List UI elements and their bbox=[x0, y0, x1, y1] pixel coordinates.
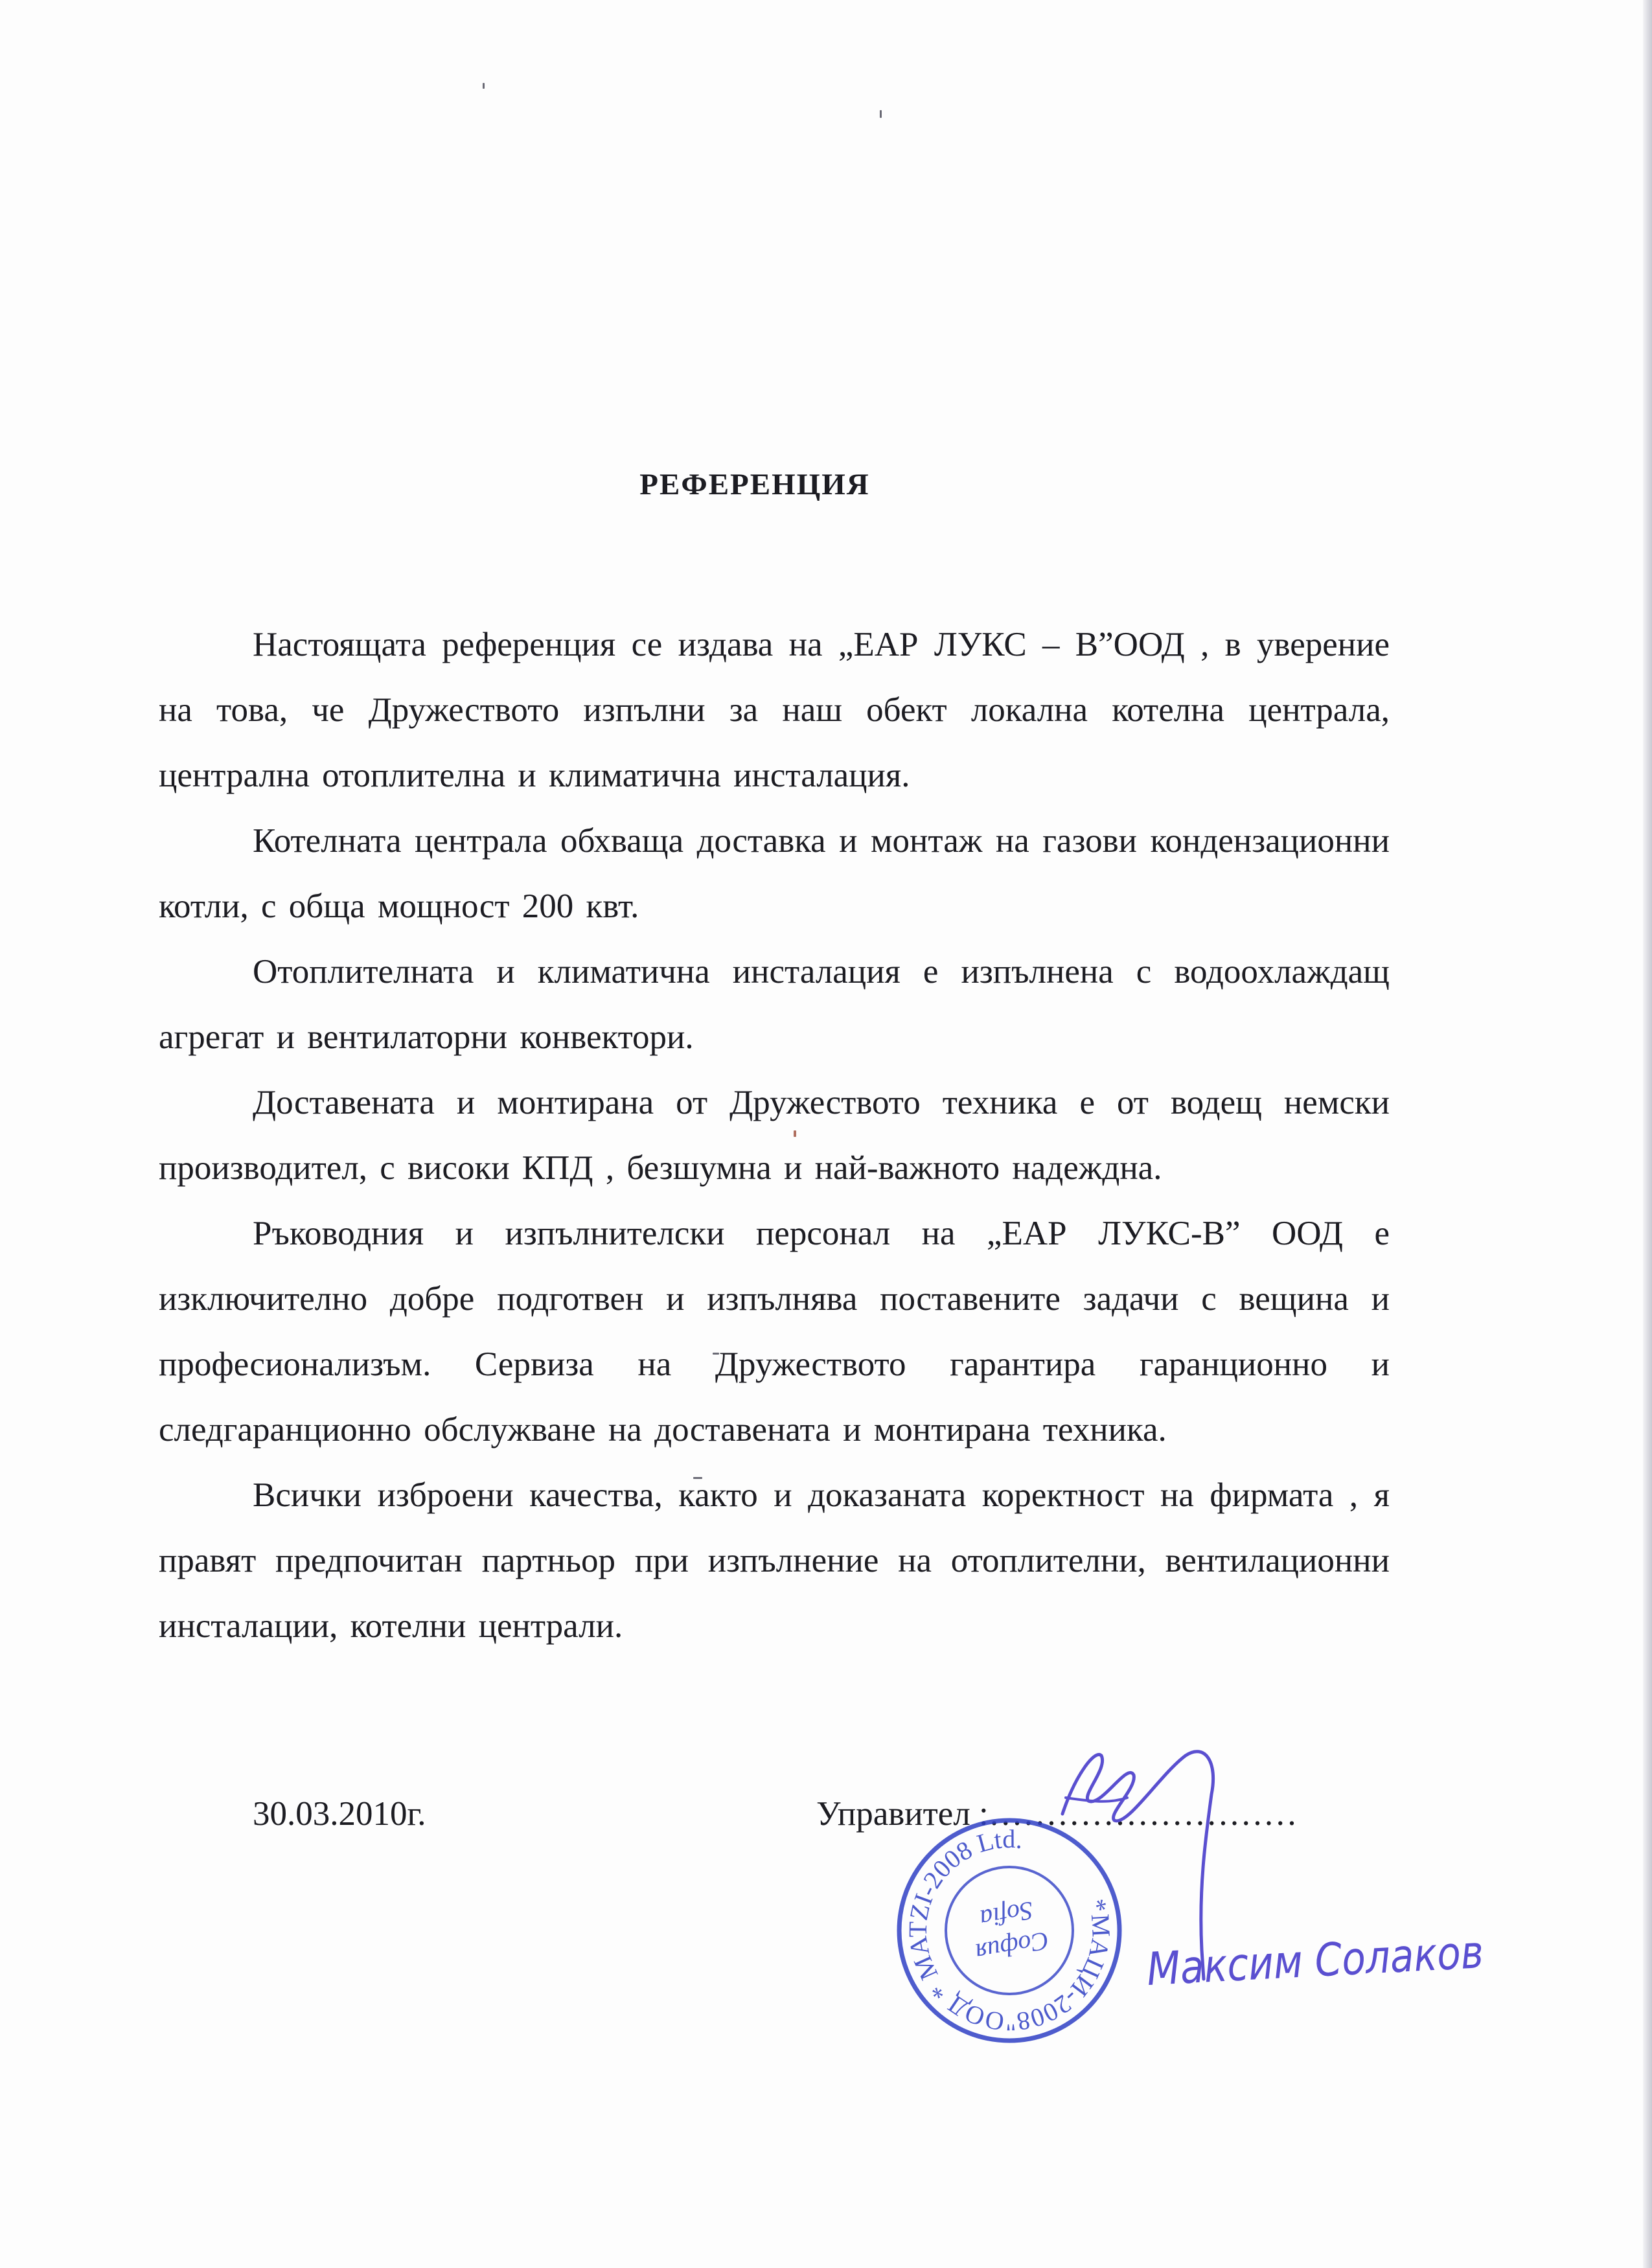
stamp-city-latin: Sofia bbox=[978, 1896, 1036, 1934]
scan-speck bbox=[880, 110, 882, 118]
document-date: 30.03.2010г. bbox=[253, 1795, 426, 1833]
scan-edge bbox=[1643, 0, 1652, 2268]
stamp-city-bg: София bbox=[973, 1926, 1051, 1968]
signature-line bbox=[0, 1778, 1652, 1850]
handwritten-name-text: Максим Солаков bbox=[1145, 1922, 1544, 1997]
paragraph: Доставената и монтирана от Дружеството техника е от водещ немски производител, с високи КПД , безшумна и най-важното надеждна. bbox=[159, 1084, 1390, 1187]
paragraph: Отоплителната и климатична инсталация е изпълнена с водоохлаждащ агрегат и вентилаторни конвектори. bbox=[159, 953, 1390, 1056]
paragraph: Котелната централа обхваща доставка и монтаж на газови кондензационни котли, с обща мощност 200 квт. bbox=[159, 822, 1390, 925]
handwritten-name bbox=[1140, 1918, 1544, 2002]
paragraph: Настоящата референция се издава на „ЕАР ЛУКС – В”ООД , в уверение на това, че Дружеството изпълни за наш обект локална котелна централа, централна отоплителна и климатична инсталация. bbox=[159, 626, 1390, 794]
manager-label: Управител :……………………… bbox=[816, 1795, 1298, 1833]
document-title: РЕФЕРЕНЦИЯ bbox=[639, 468, 870, 502]
document-body bbox=[159, 612, 1390, 1659]
paragraph: Всички изброени качества, както и доказаната коректност на фирмата , я правят предпочитан партньор при изпълнение на отоплителни, вентилационни инсталации, котелни централи. bbox=[159, 1476, 1390, 1645]
scan-speck bbox=[483, 83, 485, 89]
paragraph: Ръководния и изпълнителски персонал на „ЕАР ЛУКС-В” ООД е изключително добре подготвен и изпълнява поставените задачи с вещина и професионализъм. Сервиза на Дружеството гарантира гаранционно и следгаранционно обслужване на доставената и монтирана техника. bbox=[159, 1215, 1390, 1449]
stamp-outer-text: *МАЦИ-2008"ООД * МАТZI-2008 Ltd. bbox=[902, 1824, 1116, 2037]
